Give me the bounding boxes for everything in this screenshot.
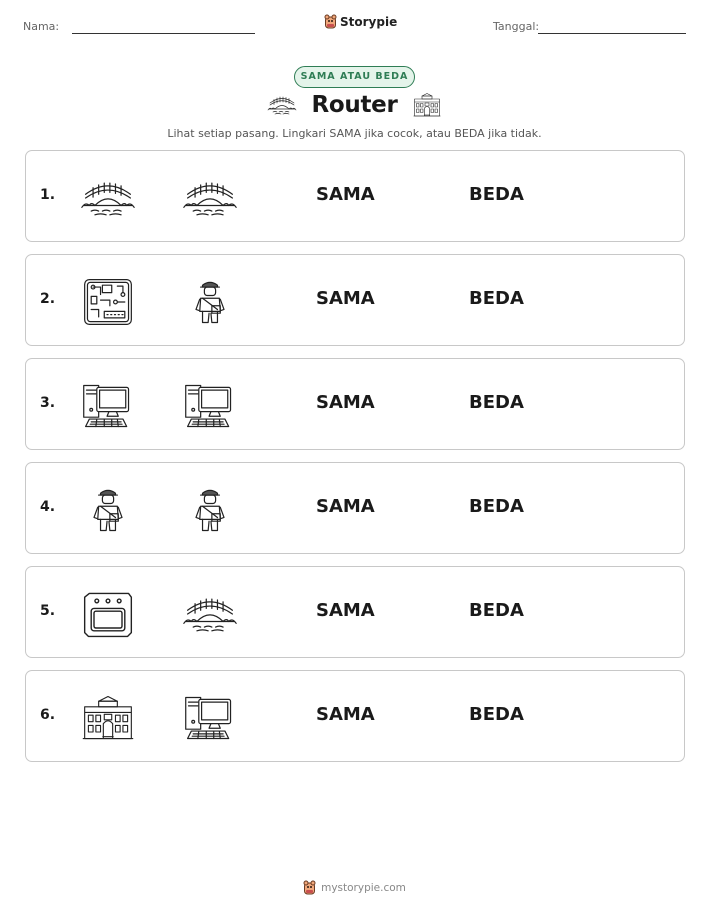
different-option[interactable]: BEDA — [469, 704, 524, 725]
different-option[interactable]: BEDA — [469, 392, 524, 413]
brand-logo — [324, 14, 397, 29]
name-line — [72, 33, 255, 34]
same-option[interactable]: SAMA — [316, 184, 375, 205]
building-icon — [80, 692, 136, 744]
storypie-mascot-icon — [303, 880, 316, 895]
bridge-icon — [182, 588, 238, 640]
different-option[interactable]: BEDA — [469, 496, 524, 517]
bridge-icon — [182, 172, 238, 224]
mail-carrier-icon — [182, 276, 238, 328]
oven-icon — [80, 588, 136, 640]
same-option[interactable]: SAMA — [316, 392, 375, 413]
list-item — [25, 150, 685, 242]
date-field[interactable] — [493, 20, 539, 33]
list-item — [25, 254, 685, 346]
desktop-computer-icon — [182, 692, 238, 744]
different-option[interactable]: BEDA — [469, 184, 524, 205]
list-item — [25, 566, 685, 658]
circuit-board-icon — [80, 276, 136, 328]
building-icon — [412, 92, 442, 118]
list-item — [25, 358, 685, 450]
date-label: Tanggal: — [493, 20, 540, 33]
same-option[interactable]: SAMA — [316, 496, 375, 517]
list-item — [25, 670, 685, 762]
name-field[interactable] — [23, 20, 59, 33]
mail-carrier-icon — [80, 484, 136, 536]
title-row — [0, 92, 709, 118]
item-number: 4. — [40, 499, 56, 515]
item-number: 5. — [40, 603, 56, 619]
list-item — [25, 462, 685, 554]
item-number: 6. — [40, 707, 56, 723]
item-number: 2. — [40, 291, 56, 307]
date-line — [538, 33, 686, 34]
storypie-mascot-icon — [324, 14, 337, 29]
instructions: Lihat setiap pasang. Lingkari SAMA jika cocok, atau BEDA jika tidak. — [167, 127, 542, 140]
desktop-computer-icon — [182, 380, 238, 432]
item-number: 3. — [40, 395, 56, 411]
brand-name: Storypie — [340, 14, 398, 29]
same-option[interactable]: SAMA — [316, 288, 375, 309]
same-option[interactable]: SAMA — [316, 600, 375, 621]
bridge-icon — [267, 92, 297, 118]
item-number: 1. — [40, 187, 56, 203]
different-option[interactable]: BEDA — [469, 288, 524, 309]
bridge-icon — [80, 172, 136, 224]
footer — [0, 880, 709, 895]
page-title: Router — [311, 92, 398, 118]
worksheet-type-badge: SAMA ATAU BEDA — [294, 66, 415, 88]
different-option[interactable]: BEDA — [469, 600, 524, 621]
same-option[interactable]: SAMA — [316, 704, 375, 725]
mail-carrier-icon — [182, 484, 238, 536]
name-label: Nama: — [23, 20, 60, 33]
footer-url[interactable]: mystorypie.com — [321, 881, 406, 894]
desktop-computer-icon — [80, 380, 136, 432]
